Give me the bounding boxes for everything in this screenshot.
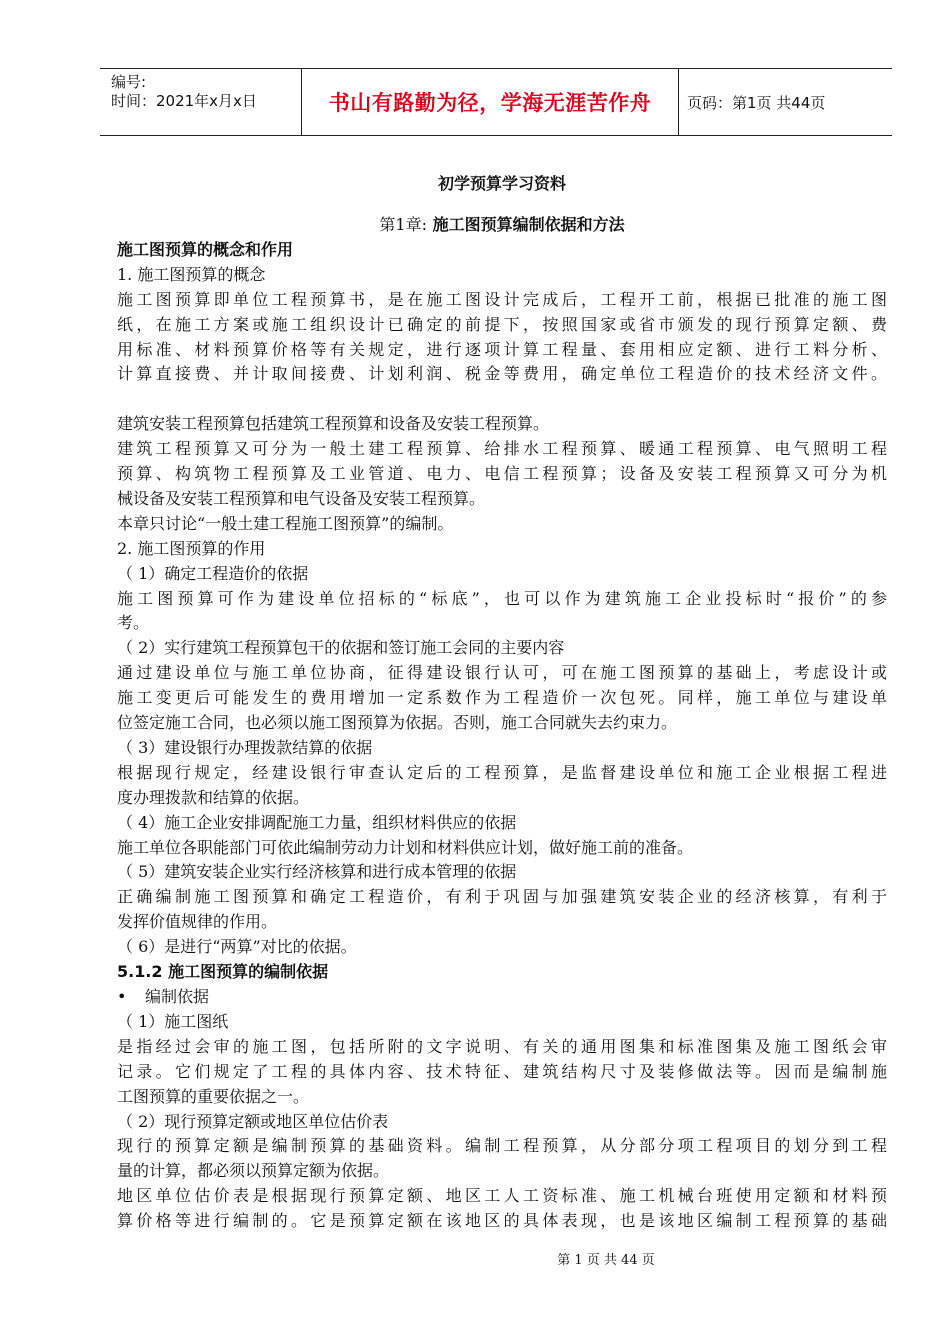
text-line: 建筑安装工程预算包括建筑工程预算和设备及安装工程预算。: [117, 414, 550, 434]
text-line: 施工图预算可作为建设单位招标的“标底”，也可以作为建筑施工企业投标时“报价”的参: [117, 588, 887, 608]
text-line: （ 1）施工图纸: [117, 1011, 229, 1031]
text-line: 正确编制施工图预算和确定工程造价，有利于巩固与加强建筑安装企业的经济核算，有利于: [117, 887, 887, 907]
text-line: 量的计算，都必须以预算定额为依据。: [117, 1161, 390, 1181]
text-line: （ 4）施工企业安排调配施工力量，组织材料供应的依据: [117, 812, 517, 832]
page-header: [100, 68, 892, 136]
text-line: 计算直接费、并计取间接费、计划利润、税金等费用，确定单位工程造价的技术经济文件。: [117, 364, 887, 384]
text-line: （ 5）建筑安装企业实行经济核算和进行成本管理的依据: [117, 862, 517, 882]
text-line: 根据现行规定，经建设银行审查认定后的工程预算，是监督建设单位和施工企业根据工程进: [117, 762, 887, 782]
body-text: [117, 238, 887, 1234]
text-line: 考。: [117, 613, 150, 633]
bullet-icon: •: [117, 987, 127, 1006]
text-line: 械设备及安装工程预算和电气设备及安装工程预算。: [117, 488, 486, 508]
text-line: 现行的预算定额是编制预算的基础资料。编制工程预算，从分部分项工程项目的划分到工程: [117, 1136, 887, 1156]
text-line: （ 2）现行预算定额或地区单位估价表: [117, 1111, 389, 1131]
section-heading: 施工图预算的概念和作用: [117, 240, 294, 259]
number-label: 编号:: [111, 73, 147, 91]
text-line: 本章只讨论“一般土建工程施工图预算”的编制。: [117, 513, 454, 533]
time-label: 时间：2021年x月x日: [111, 92, 257, 110]
text-line: （ 2）实行建筑工程预算包干的依据和签订施工会同的主要内容: [117, 638, 565, 658]
text-line: 算价格等进行编制的。它是预算定额在该地区的具体表现，也是该地区编制工程预算的基础: [117, 1211, 887, 1231]
text-line: 地区单位估价表是根据现行预算定额、地区工人工资标准、施工机械台班使用定额和材料预: [117, 1186, 887, 1206]
text-line: 预算、构筑物工程预算及工业管道、电力、电信工程预算；设备及安装工程预算又可分为机: [117, 464, 887, 484]
text-line: 2. 施工图预算的作用: [117, 538, 266, 558]
text-line: 建筑工程预算又可分为一般土建工程预算、给排水工程预算、暖通工程预算、电气照明工程: [117, 439, 887, 459]
text-line: 是指经过会审的施工图，包括所附的文字说明、有关的通用图集和标准图集及施工图纸会审: [117, 1036, 887, 1056]
chapter-heading: [117, 212, 887, 238]
document-title: 初学预算学习资料: [437, 174, 566, 193]
section-heading: 5.1.2 施工图预算的编制依据: [117, 962, 329, 982]
header-meta: [100, 69, 302, 135]
text-line: 施工图预算即单位工程预算书，是在施工图设计完成后，工程开工前，根据已批准的施工图: [117, 289, 887, 309]
text-line: 发挥价值规律的作用。: [117, 912, 278, 932]
header-motto: 书山有路勤为径，学海无涯苦作舟: [302, 69, 679, 135]
text-line: （ 3）建设银行办理拨款结算的依据: [117, 737, 373, 757]
text-line: 工图预算的重要依据之一。: [117, 1086, 310, 1106]
text-line: 通过建设单位与施工单位协商，征得建设银行认可，可在施工图预算的基础上，考虑设计或: [117, 663, 887, 683]
text-line: 1. 施工图预算的概念: [117, 264, 266, 284]
text-line: 用标准、材料预算价格等有关规定，进行逐项计算工程量、套用相应定额、进行工料分析、: [117, 339, 887, 359]
text-line: 纸，在施工方案或施工组织设计已确定的前提下，按照国家或省市颁发的现行预算定额、费: [117, 314, 887, 334]
header-page-label: 页码：第1页 共44页: [687, 93, 826, 112]
text-line: 记录。它们规定了工程的具体内容、技术特征、建筑结构尺寸及装修做法等。因而是编制施: [117, 1061, 887, 1081]
page-footer: 第 1 页 共 44 页: [557, 1253, 655, 1268]
chapter-title: 施工图预算编制依据和方法: [427, 215, 625, 234]
bullet-text: 编制依据: [145, 987, 210, 1006]
text-line: 位签定施工合同，也必须以施工图预算为依据。否则，施工合同就失去约束力。: [117, 713, 678, 733]
chapter-number: 第1章:: [379, 215, 427, 234]
text-line: [117, 985, 887, 1010]
text-line: 度办理拨款和结算的依据。: [117, 787, 310, 807]
text-line: 施工单位各职能部门可依此编制劳动力计划和材料供应计划，做好施工前的准备。: [117, 837, 694, 857]
blank-line: [117, 387, 887, 412]
text-line: （ 1）确定工程造价的依据: [117, 563, 309, 583]
document-body: [117, 168, 887, 1234]
text-line: （ 6）是进行“两算”对比的依据。: [117, 937, 357, 957]
text-line: 施工变更后可能发生的费用增加一定系数作为工程造价一次包死。同样，施工单位与建设单: [117, 688, 887, 708]
